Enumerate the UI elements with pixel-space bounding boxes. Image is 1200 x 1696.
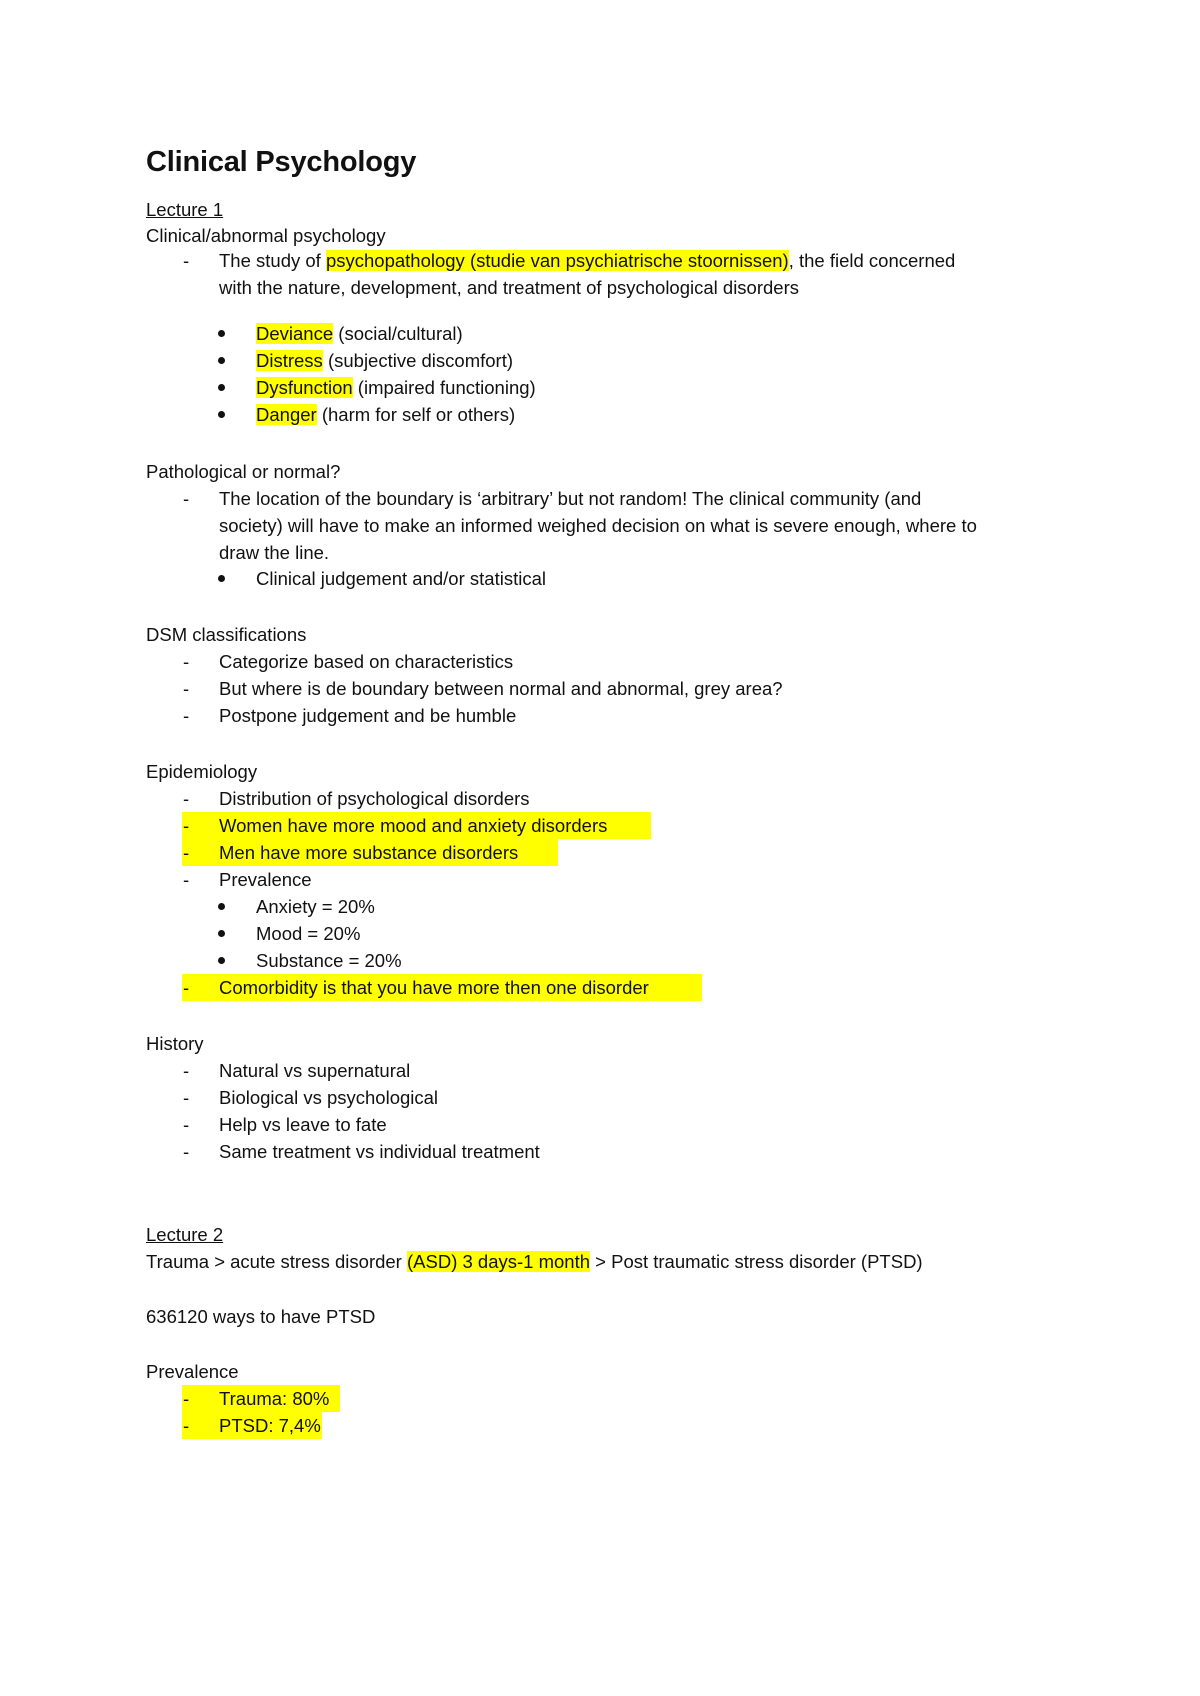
list-item: Postpone judgement and be humble (219, 705, 517, 726)
list-dash: - (183, 1060, 190, 1081)
bullet-item: Dysfunction (impaired functioning) (256, 377, 536, 398)
list-item: The study of psychopathology (studie van psychiatrische stoornissen), the field concerned (219, 250, 956, 271)
list-dash: - (183, 651, 190, 672)
list-dash: - (183, 488, 190, 509)
list-item-highlighted: Men have more substance disorders (219, 842, 519, 863)
list-item-highlighted: Comorbidity is that you have more then one disorder (219, 977, 649, 998)
list-item-continued: with the nature, development, and treatment of psychological disorders (219, 277, 799, 298)
list-dash: - (183, 1141, 190, 1162)
ptsd-ways-line: 636120 ways to have PTSD (146, 1306, 376, 1327)
list-item: Biological vs psychological (219, 1087, 439, 1108)
list-dash: - (183, 977, 190, 998)
list-item: Distribution of psychological disorders (219, 788, 530, 809)
section-heading-history: History (146, 1033, 204, 1054)
list-dash: - (183, 842, 190, 863)
list-dash: - (183, 869, 190, 890)
list-dash: - (183, 1415, 190, 1436)
lecture-1-heading: Lecture 1 (146, 199, 224, 220)
section-heading-epidemiology: Epidemiology (146, 761, 258, 782)
bullet-dot (218, 357, 225, 364)
list-item: The location of the boundary is ‘arbitrary’ but not random! The clinical community (and (219, 488, 922, 509)
document-title: Clinical Psychology (146, 146, 417, 178)
bullet-item: Deviance (social/cultural) (256, 323, 463, 344)
bullet-dot (218, 330, 225, 337)
list-item: Same treatment vs individual treatment (219, 1141, 540, 1162)
list-dash: - (183, 1087, 190, 1108)
list-item-highlighted: Women have more mood and anxiety disorders (219, 815, 608, 836)
list-item-highlighted: PTSD: 7,4% (219, 1415, 321, 1436)
list-item-continued: draw the line. (219, 542, 330, 563)
bullet-item: Danger (harm for self or others) (256, 404, 516, 425)
list-dash: - (183, 250, 190, 271)
list-item: Help vs leave to fate (219, 1114, 387, 1135)
trauma-line: Trauma > acute stress disorder (ASD) 3 days-1 month > Post traumatic stress disorder (PTSD) (146, 1251, 923, 1272)
bullet-item: Clinical judgement and/or statistical (256, 568, 546, 589)
section-heading-clinical: Clinical/abnormal psychology (146, 225, 386, 246)
lecture-2-heading: Lecture 2 (146, 1224, 224, 1245)
bullet-item: Mood = 20% (256, 923, 361, 944)
list-item-continued: society) will have to make an informed weighed decision on what is severe enough, where to (219, 515, 977, 536)
list-item: Categorize based on characteristics (219, 651, 514, 672)
list-item: But where is de boundary between normal and abnormal, grey area? (219, 678, 783, 699)
section-heading-prevalence: Prevalence (146, 1361, 239, 1382)
list-dash: - (183, 1388, 190, 1409)
bullet-item: Substance = 20% (256, 950, 402, 971)
bullet-dot (218, 903, 225, 910)
bullet-dot (218, 930, 225, 937)
bullet-dot (218, 384, 225, 391)
list-dash: - (183, 705, 190, 726)
bullet-dot (218, 575, 225, 582)
list-item-highlighted: Trauma: 80% (219, 1388, 330, 1409)
list-dash: - (183, 678, 190, 699)
bullet-dot (218, 957, 225, 964)
list-item: Natural vs supernatural (219, 1060, 411, 1081)
bullet-item: Distress (subjective discomfort) (256, 350, 514, 371)
bullet-dot (218, 411, 225, 418)
section-heading-dsm: DSM classifications (146, 624, 307, 645)
list-item: Prevalence (219, 869, 312, 890)
list-dash: - (183, 815, 190, 836)
section-heading-pathological: Pathological or normal? (146, 461, 341, 482)
bullet-item: Anxiety = 20% (256, 896, 375, 917)
list-dash: - (183, 788, 190, 809)
list-dash: - (183, 1114, 190, 1135)
